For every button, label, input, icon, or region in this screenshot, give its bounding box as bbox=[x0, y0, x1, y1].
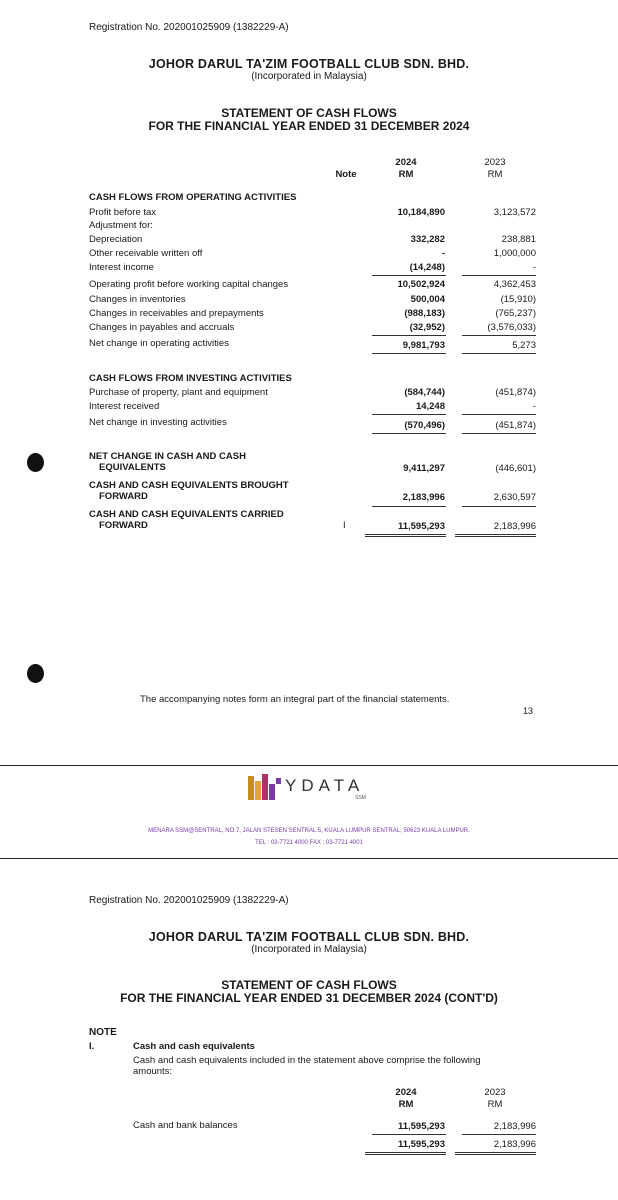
punch-hole-mark bbox=[27, 664, 44, 683]
value-2023: 2,183,996 bbox=[493, 1121, 536, 1132]
double-rule bbox=[365, 536, 446, 537]
operating-section-header: CASH FLOWS FROM OPERATING ACTIVITIES bbox=[89, 192, 297, 203]
value-2024: 9,981,793 bbox=[402, 340, 445, 351]
value-2023: 5,273 bbox=[512, 340, 536, 351]
statement-title: STATEMENT OF CASH FLOWS bbox=[221, 106, 397, 120]
statement-title: STATEMENT OF CASH FLOWS bbox=[221, 978, 397, 992]
subtotal-rule bbox=[372, 414, 446, 415]
total-rule bbox=[462, 353, 536, 354]
subtotal-rule bbox=[462, 506, 536, 507]
row-label-cont: FORWARD bbox=[99, 491, 148, 502]
row-label: Cash and bank balances bbox=[133, 1120, 238, 1131]
value-2024: 11,595,293 bbox=[397, 521, 445, 532]
col-2024-year: 2024 bbox=[395, 1087, 417, 1098]
col-2024-unit: RM bbox=[398, 169, 414, 180]
value-2023: 2,630,597 bbox=[493, 492, 536, 503]
double-rule bbox=[455, 1152, 536, 1153]
col-2024-year: 2024 bbox=[395, 157, 417, 168]
value-2024: 10,184,890 bbox=[397, 207, 445, 218]
company-name: JOHOR DARUL TA'ZIM FOOTBALL CLUB SDN. BHD. bbox=[148, 57, 470, 71]
double-rule bbox=[365, 1154, 446, 1155]
page-divider bbox=[0, 765, 618, 766]
double-rule bbox=[455, 536, 536, 537]
subtotal-rule bbox=[462, 414, 536, 415]
note-reference: I bbox=[343, 520, 346, 531]
registration-number: Registration No. 202001025909 (1382229-A) bbox=[89, 22, 289, 33]
row-label: CASH AND CASH EQUIVALENTS CARRIED bbox=[89, 509, 284, 520]
row-label: Interest income bbox=[89, 262, 154, 273]
subtotal-rule bbox=[372, 506, 446, 507]
col-2023-year: 2023 bbox=[484, 1087, 506, 1098]
subtotal-rule bbox=[372, 275, 446, 276]
row-label: CASH AND CASH EQUIVALENTS BROUGHT bbox=[89, 480, 289, 491]
value-2024: (988,183) bbox=[404, 308, 445, 319]
value-2024: 332,282 bbox=[410, 234, 445, 245]
row-label: NET CHANGE IN CASH AND CASH bbox=[89, 451, 246, 462]
value-2023: (451,874) bbox=[495, 387, 536, 398]
row-label: Net change in investing activities bbox=[89, 417, 227, 428]
registration-number: Registration No. 202001025909 (1382229-A) bbox=[89, 895, 289, 906]
double-rule bbox=[365, 1152, 446, 1153]
incorporated-text: (Incorporated in Malaysia) bbox=[251, 944, 367, 955]
value-2024: 10,502,924 bbox=[397, 279, 445, 290]
row-label: Adjustment for: bbox=[89, 220, 153, 231]
mydata-logo-text: YDATA bbox=[285, 776, 365, 795]
row-label-cont: FORWARD bbox=[99, 520, 148, 531]
row-label: Changes in inventories bbox=[89, 294, 186, 305]
col-note-header: Note bbox=[335, 169, 357, 180]
value-2023: 238,881 bbox=[501, 234, 536, 245]
double-rule bbox=[365, 534, 446, 535]
value-2023: (765,237) bbox=[495, 308, 536, 319]
value-2024: (584,744) bbox=[404, 387, 445, 398]
punch-hole-mark bbox=[27, 453, 44, 472]
value-2024: 500,004 bbox=[410, 294, 445, 305]
statement-subtitle: FOR THE FINANCIAL YEAR ENDED 31 DECEMBER 2024 (CONT'D) bbox=[120, 991, 498, 1005]
total-2023: 2,183,996 bbox=[493, 1139, 536, 1150]
total-rule bbox=[372, 433, 446, 434]
note-number: I. bbox=[89, 1041, 95, 1052]
value-2024: - bbox=[441, 248, 445, 259]
col-2023-unit: RM bbox=[487, 169, 503, 180]
value-2023: 1,000,000 bbox=[493, 248, 536, 259]
value-2024: (14,248) bbox=[409, 262, 445, 273]
value-2023: (446,601) bbox=[495, 463, 536, 474]
note-text-cont: amounts: bbox=[133, 1066, 173, 1077]
company-name: JOHOR DARUL TA'ZIM FOOTBALL CLUB SDN. BHD. bbox=[148, 930, 470, 944]
mydata-logo-sub: SSM bbox=[355, 795, 366, 801]
value-2023: 3,123,572 bbox=[493, 207, 536, 218]
row-label: Net change in operating activities bbox=[89, 338, 229, 349]
footer-note: The accompanying notes form an integral part of the financial statements. bbox=[140, 694, 450, 705]
note-text: Cash and cash equivalents included in the statement above comprise the following bbox=[133, 1055, 481, 1066]
col-2023-year: 2023 bbox=[484, 157, 506, 168]
row-label: Purchase of property, plant and equipment bbox=[89, 387, 268, 398]
value-2024: 2,183,996 bbox=[402, 492, 445, 503]
row-label-cont: EQUIVALENTS bbox=[99, 462, 166, 473]
value-2024: 11,595,293 bbox=[397, 1121, 445, 1132]
value-2023: (451,874) bbox=[495, 420, 536, 431]
col-2024-unit: RM bbox=[398, 1099, 414, 1110]
row-label: Operating profit before working capital changes bbox=[89, 279, 289, 290]
total-rule bbox=[462, 433, 536, 434]
row-label: Other receivable written off bbox=[89, 248, 203, 259]
note-heading: NOTE bbox=[89, 1027, 117, 1038]
value-2023: (15,910) bbox=[500, 294, 536, 305]
statement-subtitle: FOR THE FINANCIAL YEAR ENDED 31 DECEMBER 2024 bbox=[148, 119, 470, 133]
value-2024: 14,248 bbox=[415, 401, 445, 412]
value-2023: 4,362,453 bbox=[493, 279, 536, 290]
row-label: Profit before tax bbox=[89, 207, 157, 218]
mydata-logo-mark bbox=[248, 772, 282, 800]
value-2024: 9,411,297 bbox=[403, 463, 445, 474]
investing-section-header: CASH FLOWS FROM INVESTING ACTIVITIES bbox=[89, 373, 292, 384]
page-number: 13 bbox=[523, 706, 534, 716]
total-rule bbox=[372, 353, 446, 354]
double-rule bbox=[455, 1154, 536, 1155]
note-title: Cash and cash equivalents bbox=[133, 1041, 255, 1052]
value-2023: - bbox=[532, 401, 536, 412]
subtotal-rule bbox=[462, 335, 536, 336]
value-2024: (32,952) bbox=[409, 322, 445, 333]
row-label: Changes in receivables and prepayments bbox=[89, 308, 264, 319]
row-label: Interest received bbox=[89, 401, 160, 412]
row-label: Depreciation bbox=[89, 234, 143, 245]
value-2023: (3,576,033) bbox=[487, 322, 536, 333]
value-2024: (570,496) bbox=[404, 420, 445, 431]
subtotal-rule bbox=[462, 275, 536, 276]
subtotal-rule bbox=[462, 1134, 536, 1135]
value-2023: - bbox=[532, 262, 536, 273]
subtotal-rule bbox=[372, 335, 446, 336]
page-divider bbox=[0, 858, 618, 859]
double-rule bbox=[455, 534, 536, 535]
row-label: Changes in payables and accruals bbox=[89, 322, 235, 333]
banner-contact: TEL : 03-7721 4000 FAX : 03-7721 4001 bbox=[255, 840, 363, 846]
col-2023-unit: RM bbox=[487, 1099, 503, 1110]
incorporated-text: (Incorporated in Malaysia) bbox=[251, 71, 367, 82]
total-2024: 11,595,293 bbox=[397, 1139, 445, 1150]
banner-address: MENARA SSM@SENTRAL, NO.7, JALAN STESEN SENTRAL 5, KUALA LUMPUR SENTRAL, 50623 KUALA LUMPUR. bbox=[148, 828, 470, 834]
value-2023: 2,183,996 bbox=[493, 521, 536, 532]
subtotal-rule bbox=[372, 1134, 446, 1135]
